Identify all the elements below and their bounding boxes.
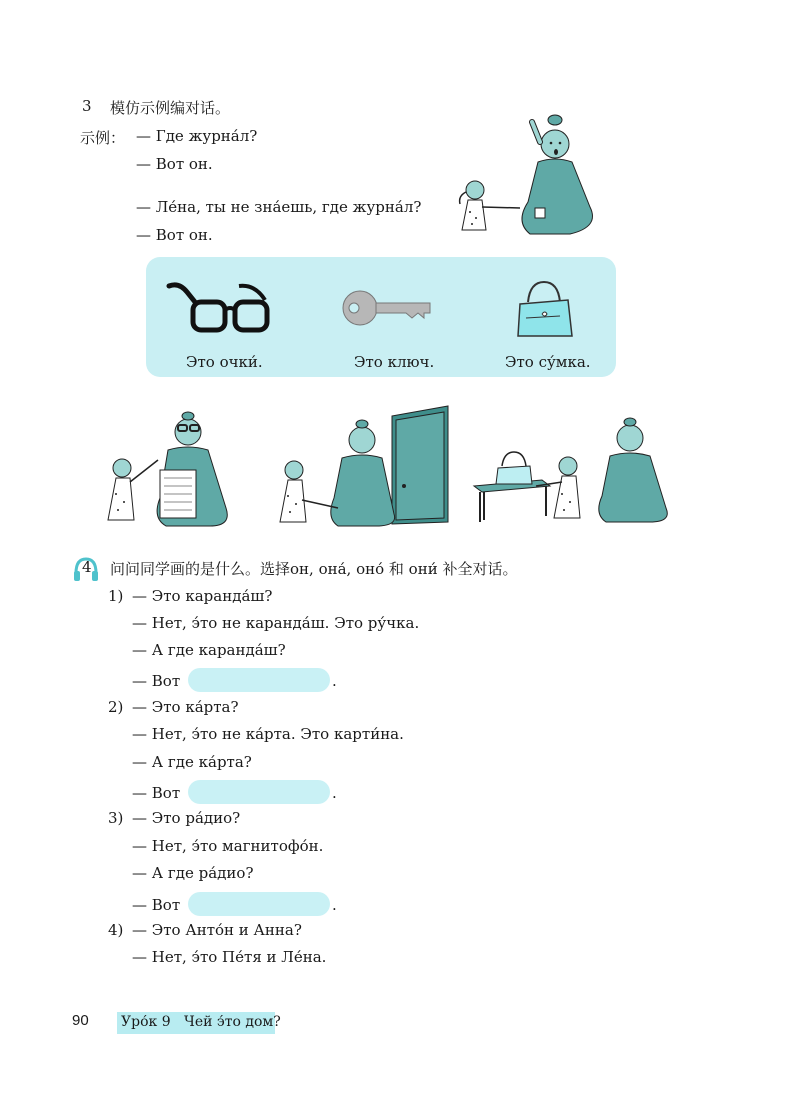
answer-blank-3[interactable] <box>188 892 330 916</box>
dialog-2-line-2: — Нет, э́то не ка́рта. Это карти́на. <box>132 725 404 743</box>
example-line-1: — Где журна́л? <box>136 127 258 145</box>
dialog-3-line-3: — А где ра́дио? <box>132 864 254 882</box>
dialog-1-number: 1) <box>108 587 124 605</box>
dialog-3-line-1: — Это ра́дио? <box>132 809 241 827</box>
scene-bag <box>470 412 680 524</box>
dialog-1-end: . <box>332 672 337 690</box>
scene-key <box>272 404 452 528</box>
dialog-4-number: 4) <box>108 921 124 939</box>
example-line-2: — Вот он. <box>136 155 213 173</box>
dialog-3-line-2: — Нет, э́то магнитофо́н. <box>132 837 324 855</box>
example-illustration <box>440 112 610 242</box>
exercise-3-number: 3 <box>82 97 92 115</box>
dialog-1-answer: — Вот <box>132 672 181 690</box>
scene-glasses <box>100 408 240 528</box>
item-label-bag: Это су́мка. <box>505 353 591 371</box>
dialog-2-number: 2) <box>108 698 124 716</box>
exercise-4-number: 4 <box>82 558 92 576</box>
exercise-3-title: 模仿示例编对话。 <box>110 99 231 117</box>
dialog-2-end: . <box>332 784 337 802</box>
dialog-3-end: . <box>332 896 337 914</box>
example-line-4: — Вот он. <box>136 226 213 244</box>
glasses-icon <box>165 282 275 337</box>
answer-blank-2[interactable] <box>188 780 330 804</box>
dialog-2-line-3: — А где ка́рта? <box>132 753 252 771</box>
answer-blank-1[interactable] <box>188 668 330 692</box>
example-line-3: — Ле́на, ты не зна́ешь, где журна́л? <box>136 198 422 216</box>
example-label: 示例： <box>80 129 126 147</box>
dialog-2-answer: — Вот <box>132 784 181 802</box>
bag-icon <box>512 278 577 340</box>
exercise-4-title: 问问同学画的是什么。选择он, она́, оно́ 和 они́ 补全对话。 <box>110 560 518 578</box>
dialog-4-line-2: — Нет, э́то Пе́тя и Ле́на. <box>132 948 327 966</box>
dialog-1-line-1: — Это каранда́ш? <box>132 587 273 605</box>
page-number: 90 <box>72 1012 89 1029</box>
key-icon <box>340 286 435 331</box>
item-label-glasses: Это очки́. <box>186 353 263 371</box>
lesson-title: Чей э́то дом? <box>184 1014 281 1030</box>
dialog-4-line-1: — Это Анто́н и Анна? <box>132 921 302 939</box>
dialog-2-line-1: — Это ка́рта? <box>132 698 239 716</box>
lesson-number: Уро́к 9 <box>121 1014 171 1030</box>
dialog-1-line-2: — Нет, э́то не каранда́ш. Это ру́чка. <box>132 614 420 632</box>
dialog-1-line-3: — А где каранда́ш? <box>132 641 286 659</box>
dialog-3-number: 3) <box>108 809 124 827</box>
dialog-3-answer: — Вот <box>132 896 181 914</box>
item-label-key: Это ключ. <box>354 353 435 371</box>
